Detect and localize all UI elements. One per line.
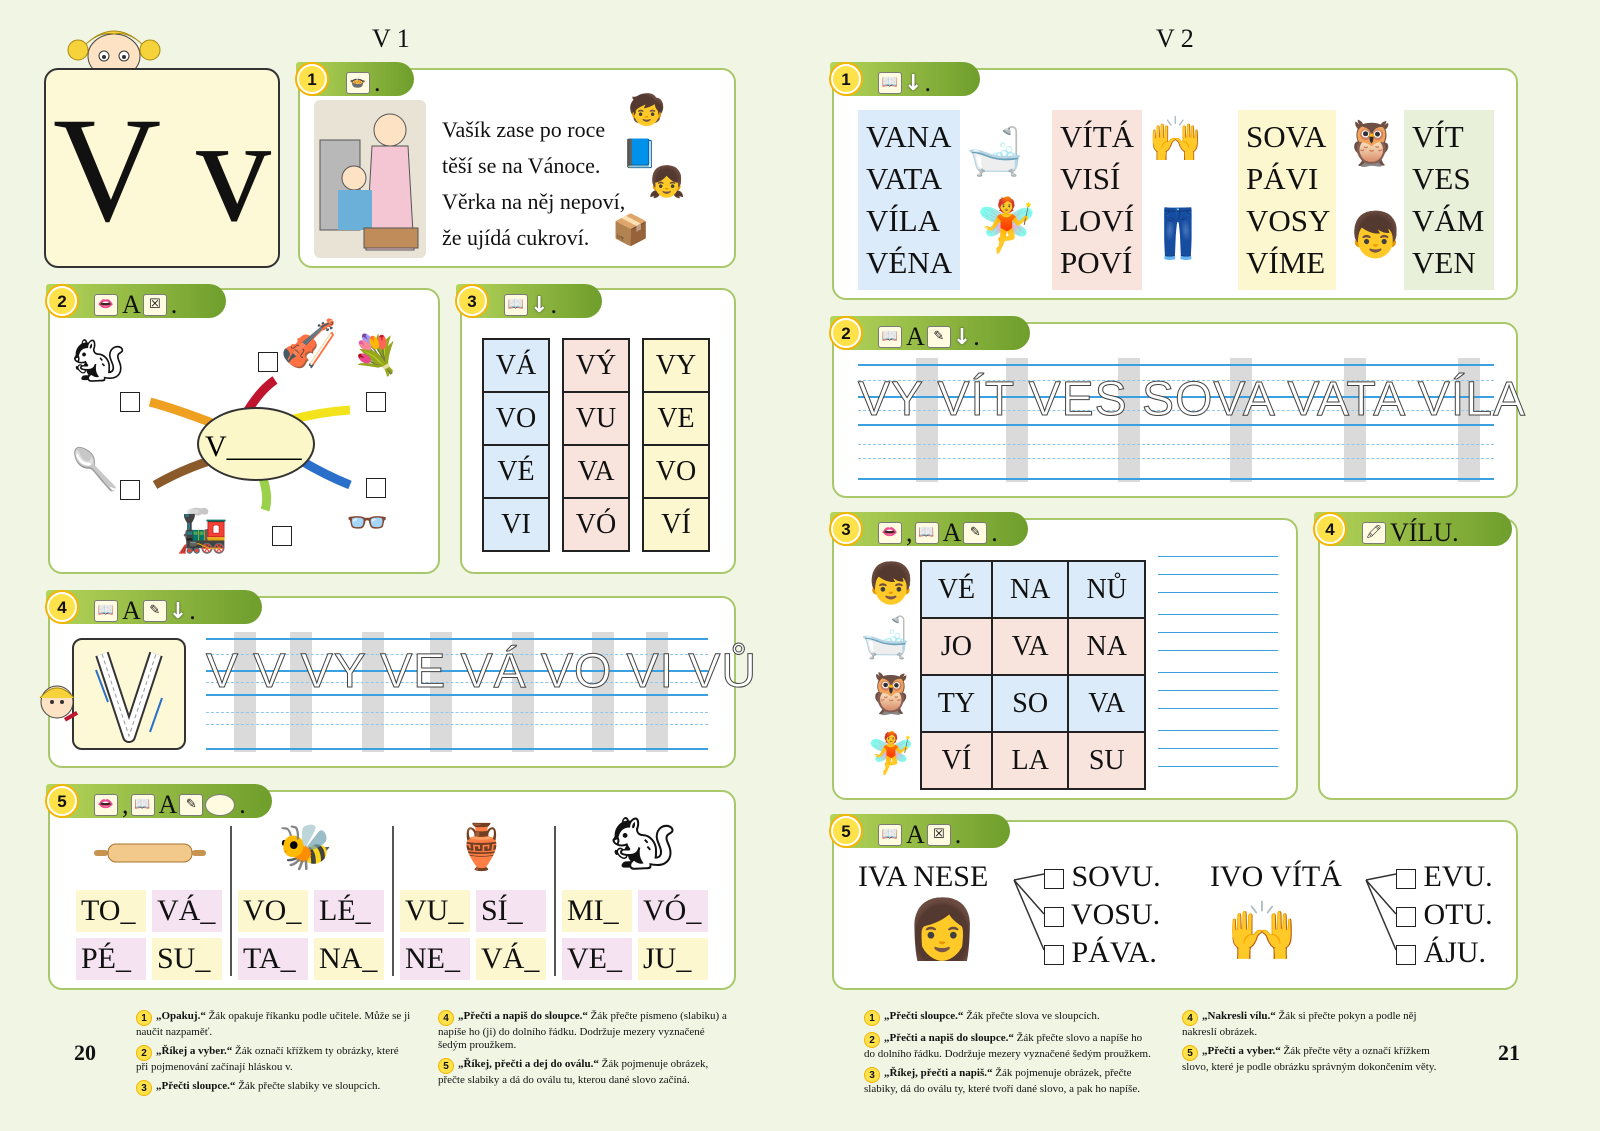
- footnote: 3 „Přečti sloupce.“ Žák přečte slabiky ve sloupcích.: [136, 1080, 412, 1096]
- word: VÍME: [1246, 245, 1326, 280]
- page-number-right: 21: [1498, 1040, 1520, 1065]
- option-word: VOSU.: [1070, 898, 1161, 931]
- ex4-right-number: 4: [1315, 514, 1345, 544]
- fairy-icon: 🧚: [866, 731, 916, 777]
- letter-tracing-card: [72, 638, 186, 750]
- book-icon: 📖: [504, 294, 528, 316]
- boy-face-icon: 👦: [1348, 210, 1403, 261]
- rolling-pin-icon: [94, 842, 206, 869]
- girl-mascot-icon: [64, 16, 164, 76]
- wasp-icon: 🐝: [278, 822, 333, 873]
- checkbox-icon: ☒: [927, 824, 951, 846]
- syllable-option[interactable]: VÁ_: [476, 938, 546, 980]
- book-icon: 📖: [878, 824, 902, 846]
- syllable-cell: VY: [643, 339, 709, 392]
- syllable-grid-right: [920, 560, 1146, 790]
- arrow-down-icon: ↓: [168, 598, 188, 624]
- footnote: 5 „Říkej, přečti a dej do oválu.“ Žák pojmenuje obrázek, přečte slabiky a dá do oválu tu, kterou dané slovo začíná.: [438, 1058, 709, 1086]
- comma-label: ,: [122, 790, 129, 819]
- answer-checkbox[interactable]: [258, 352, 278, 372]
- cookie-box-icon: 📦: [612, 213, 650, 248]
- word: VATA: [866, 161, 943, 196]
- syllable-cell[interactable]: JO: [921, 618, 992, 675]
- checkbox-icon: ☒: [143, 294, 167, 316]
- answer-checkbox[interactable]: [1396, 907, 1416, 927]
- and-label: A: [122, 290, 141, 319]
- word: VANA: [866, 119, 952, 154]
- spoons-icon: 🥄: [70, 447, 120, 493]
- girl-mascot-icon: [34, 678, 80, 738]
- footnote: 2 „Říkej a vyber.“ Žák označí křížkem ty obrázky, které při pojmenování začínají hláskou v.: [136, 1045, 399, 1073]
- syllable-column: [562, 338, 630, 552]
- syllable-cell[interactable]: SU: [1068, 732, 1145, 789]
- syllable-cell[interactable]: VA: [992, 618, 1069, 675]
- option-word: ÁJU.: [1423, 936, 1487, 969]
- poem-line: těší se na Vánoce.: [442, 153, 601, 178]
- laundry-line-icon: 👖: [1148, 206, 1208, 262]
- answer-checkbox[interactable]: [1044, 907, 1064, 927]
- boy-face-icon: 👦: [866, 561, 916, 607]
- pencil-icon: ✎: [927, 326, 951, 348]
- comma-label: ,: [906, 518, 913, 547]
- syllable-cell: VÍ: [643, 498, 709, 551]
- syllable-cell[interactable]: SO: [992, 675, 1069, 732]
- big-letter-card: V v: [44, 68, 280, 268]
- book-icon: 📖: [94, 600, 118, 622]
- syllable-option[interactable]: VÓ_: [638, 890, 708, 932]
- footnotes-right-col2: [1182, 1010, 1452, 1074]
- syllable-cell: VE: [643, 392, 709, 445]
- branch-lines: [1364, 870, 1398, 960]
- syllable-option[interactable]: VO_: [238, 890, 308, 932]
- column-divider: [230, 826, 232, 976]
- word-column: [1404, 110, 1494, 290]
- word: VES: [1412, 161, 1471, 196]
- high-five-boys-icon: 🙌: [1148, 114, 1203, 165]
- and-label: A: [906, 322, 925, 351]
- word-column: [1052, 110, 1142, 290]
- wreath-icon: 💐: [352, 333, 400, 377]
- option-row[interactable]: [1044, 936, 1157, 970]
- ex3-left-number: 3: [457, 286, 487, 316]
- syllable-option[interactable]: SU_: [152, 938, 222, 980]
- syllable-column: [482, 338, 550, 550]
- arrow-down-icon: ↓: [952, 324, 972, 350]
- and-label: A: [942, 518, 962, 547]
- footnote: 1 „Přečti sloupce.“ Žák přečte slova ve sloupcích.: [864, 1010, 1154, 1026]
- crayons-icon: 🖍: [1362, 522, 1386, 544]
- option-row[interactable]: [1396, 936, 1486, 970]
- poem-line: že ujídá cukroví.: [442, 225, 590, 250]
- footnote: 1 „Opakuj.“ Žák opakuje říkanku podle učitele. Může se ji naučit nazpaměť.: [136, 1010, 411, 1038]
- syllable-option[interactable]: JU_: [638, 938, 708, 980]
- syllable-cell: VÁ: [483, 339, 549, 392]
- syllable-cell: VÓ: [563, 498, 629, 551]
- syllable-option[interactable]: NA_: [314, 938, 384, 980]
- syllable-option[interactable]: TO_: [76, 890, 146, 932]
- option-word: SOVU.: [1071, 860, 1161, 893]
- book-icon: 📖: [915, 522, 939, 544]
- page-heading-right: V 2: [1156, 24, 1194, 53]
- syllable-option[interactable]: VE_: [562, 938, 632, 980]
- book-icon: 📖: [131, 794, 155, 816]
- answer-checkbox[interactable]: [1044, 945, 1064, 965]
- syllable-option[interactable]: NE_: [400, 938, 470, 980]
- girl-with-owl-icon: 👩: [906, 895, 979, 963]
- answer-checkbox[interactable]: [272, 526, 292, 546]
- word: VÁM: [1412, 203, 1485, 238]
- footnote: 4 „Přečti a napiš do sloupce.“ Žák přečte písmeno (slabiku) a napíše ho (ji) do dolního řádku. Dodržuje mezery vyznačené šedým proužkem.: [438, 1010, 727, 1051]
- word: VISÍ: [1060, 161, 1121, 196]
- syllable-option[interactable]: TA_: [238, 938, 308, 980]
- squirrel-icon: 🐿: [610, 814, 677, 874]
- footnote: 4 „Nakresli vílu.“ Žák si přečte pokyn a podle něj nakreslí obrázek.: [1182, 1010, 1417, 1038]
- column-divider: [554, 826, 556, 976]
- answer-checkbox[interactable]: [120, 480, 140, 500]
- bathtub-icon: 🛁: [860, 615, 910, 661]
- girl-face-icon: 👧: [648, 165, 686, 200]
- footnote: 3 „Říkej, přečti a napiš.“ Žák pojmenuje obrázek, přečte slabiky, dá do oválu ty, které tvoří dané slovo, a pak ho napíše.: [864, 1067, 1140, 1095]
- syllable-cell[interactable]: TY: [921, 675, 992, 732]
- syllable-option[interactable]: LÉ_: [314, 890, 384, 932]
- word: PÁVI: [1246, 161, 1319, 196]
- ex4-right-panel[interactable]: [1318, 518, 1518, 800]
- sentence-start: IVO VÍTÁ: [1210, 860, 1342, 893]
- syllable-option[interactable]: MI_: [562, 890, 632, 932]
- and-label: A: [906, 820, 925, 849]
- high-five-boys-icon: 🙌: [1226, 897, 1299, 965]
- mouth-icon: 👄: [94, 794, 118, 816]
- word-column: [858, 110, 960, 290]
- option-word: PÁVA.: [1071, 936, 1157, 969]
- option-row[interactable]: [1396, 860, 1493, 894]
- option-row[interactable]: [1044, 898, 1160, 932]
- pencil-icon: ✎: [143, 600, 167, 622]
- option-word: EVU.: [1423, 860, 1493, 893]
- answer-checkbox[interactable]: [120, 392, 140, 412]
- owl-icon: 🦉: [1344, 118, 1399, 169]
- arrow-down-icon: ↓: [530, 292, 549, 318]
- center-oval-label: V_____: [205, 430, 302, 463]
- violin-icon: 🎻: [280, 316, 338, 370]
- word: SOVA: [1246, 119, 1327, 154]
- glasses-icon: 👓: [346, 503, 389, 543]
- syllable-cell: VÝ: [563, 339, 629, 392]
- answer-checkbox[interactable]: [366, 478, 386, 498]
- fairy-icon: 🧚: [974, 196, 1039, 256]
- syllable-cell[interactable]: VÍ: [921, 732, 992, 789]
- footnote: 5 „Přečti a vyber.“ Žák přečte věty a označí křížkem slovo, které je podle obrázku správným dokončením věty.: [1182, 1045, 1437, 1073]
- syllable-option[interactable]: VU_: [400, 890, 470, 932]
- calendar-icon: 📘: [622, 137, 657, 170]
- train-icon: 🚂: [176, 506, 229, 555]
- option-word: OTU.: [1423, 898, 1493, 931]
- ex3-right-number: 3: [831, 514, 861, 544]
- word: VÉNA: [866, 245, 953, 280]
- syllable-cell: VÉ: [483, 445, 549, 498]
- footnotes-left-col2: [438, 1010, 730, 1087]
- word: VEN: [1412, 245, 1476, 280]
- bathtub-icon: 🛁: [966, 124, 1024, 178]
- ex1-right-number: 1: [831, 64, 861, 94]
- sentence-start: IVA NESE: [858, 860, 989, 893]
- ex5-right-number: 5: [831, 816, 861, 846]
- footnotes-left-col1: [136, 1010, 412, 1096]
- squirrel-icon: 🐿: [72, 336, 126, 385]
- option-row[interactable]: [1044, 860, 1161, 894]
- branch-lines: [1012, 870, 1046, 960]
- kitchen-illustration: [314, 100, 426, 258]
- poem-line: Vašík zase po roce: [442, 117, 606, 142]
- column-divider: [392, 826, 394, 976]
- word: LOVÍ: [1060, 203, 1135, 238]
- arrow-down-icon: ↓: [904, 70, 923, 96]
- mouth-icon: 👄: [878, 522, 902, 544]
- syllable-column: [642, 338, 710, 552]
- ex1-left-number: 1: [297, 64, 327, 94]
- syllable-option[interactable]: PÉ_: [76, 938, 146, 980]
- syllable-cell: VI: [483, 498, 549, 551]
- option-row[interactable]: [1396, 898, 1493, 932]
- word: VOSY: [1246, 203, 1331, 238]
- ex5-left-number: 5: [47, 786, 77, 816]
- syllable-option[interactable]: SÍ_: [476, 890, 546, 932]
- answer-checkbox[interactable]: [1396, 869, 1416, 889]
- and-label: A: [158, 790, 178, 819]
- book-icon: 📖: [878, 326, 902, 348]
- word-column: [1238, 110, 1336, 290]
- pot-icon: 🍲: [346, 72, 370, 94]
- syllable-cell[interactable]: NA: [992, 561, 1069, 618]
- page-heading-left: V 1: [372, 24, 410, 53]
- syllable-cell: VA: [563, 445, 629, 498]
- syllable-option[interactable]: VÁ_: [152, 890, 222, 932]
- footnote: 2 „Přečti a napiš do sloupce.“ Žák přečte slovo a napíše ho do dolního řádku. Dodržuje mezery vyznačené šedým proužkem.: [864, 1032, 1151, 1060]
- syllable-cell: VO: [643, 445, 709, 498]
- syllable-cell[interactable]: LA: [992, 732, 1069, 789]
- poem-line: Věrka na něj nepoví,: [442, 189, 626, 214]
- syllable-cell: VO: [483, 392, 549, 445]
- oval-icon: [205, 794, 235, 816]
- tracing-text-left: V V VY VE VÁ VO VI VŮ: [206, 645, 757, 698]
- mouth-icon: 👄: [94, 294, 118, 316]
- word: VÍLA: [866, 203, 941, 238]
- book-icon: 📖: [878, 72, 902, 94]
- answer-writing-lines[interactable]: [1158, 556, 1278, 786]
- draw-word-label: VÍLU.: [1390, 518, 1459, 547]
- poem: [442, 112, 625, 256]
- syllable-cell[interactable]: VA: [1068, 675, 1145, 732]
- pencil-icon: ✎: [963, 522, 987, 544]
- and-label: A: [122, 596, 141, 625]
- answer-checkbox[interactable]: [1396, 945, 1416, 965]
- syllable-cell[interactable]: NŮ: [1068, 561, 1145, 618]
- tracing-text-right: VY VÍT VES SOVA VATA VÍLA: [858, 373, 1526, 426]
- word: POVÍ: [1060, 245, 1133, 280]
- syllable-cell: VU: [563, 392, 629, 445]
- ex4-left-number: 4: [47, 592, 77, 622]
- boy-face-icon: 🧒: [628, 93, 666, 128]
- ex2-right-number: 2: [831, 318, 861, 348]
- vase-icon: 🏺: [454, 822, 509, 873]
- pencil-icon: ✎: [179, 794, 203, 816]
- answer-checkbox[interactable]: [366, 392, 386, 412]
- ex2-left-number: 2: [47, 286, 77, 316]
- syllable-cell[interactable]: NA: [1068, 618, 1145, 675]
- answer-checkbox[interactable]: [1044, 869, 1064, 889]
- owl-icon: 🦉: [866, 671, 916, 717]
- page-number-left: 20: [74, 1040, 96, 1065]
- footnotes-right-col1: [864, 1010, 1154, 1096]
- word: VÍT: [1412, 119, 1464, 154]
- word: VÍTÁ: [1060, 119, 1135, 154]
- syllable-cell[interactable]: VÉ: [921, 561, 992, 618]
